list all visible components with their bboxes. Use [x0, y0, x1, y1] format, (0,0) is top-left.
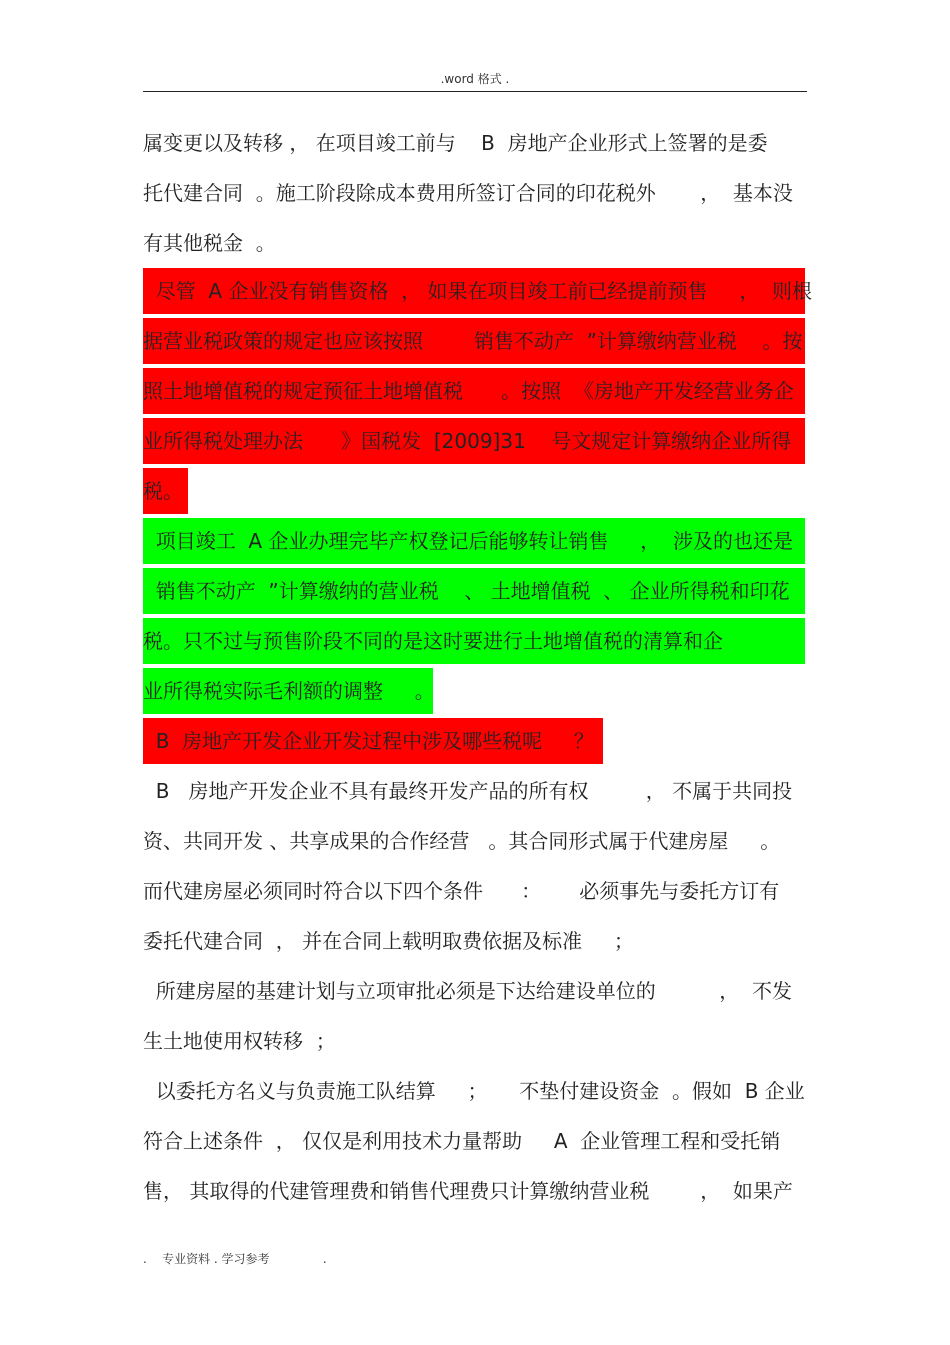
- text-line: 符合上述条件 ， 仅仅是利用技术力量帮助 A 企业管理工程和受托销: [143, 1129, 781, 1153]
- highlighted-line-green: 销售不动产 ”计算缴纳的营业税 、 土地增值税 、 企业所得税和印花: [143, 568, 805, 614]
- text-line: 生土地使用权转移 ；: [143, 1029, 336, 1053]
- text-line: 所建房屋的基建计划与立项审批必须是下达给建设单位的 ， 不发: [143, 979, 793, 1003]
- highlighted-line-green: 税。只不过与预售阶段不同的是这时要进行土地增值税的清算和企: [143, 618, 805, 664]
- highlighted-line-red: 业所得税处理办法 》国税发 [2009]31 号文规定计算缴纳企业所得: [143, 418, 805, 464]
- page-footer: . 专业资料 . 学习参考 .: [143, 1252, 327, 1266]
- highlighted-line-green: 项目竣工 A 企业办理完毕产权登记后能够转让销售 ， 涉及的也还是: [143, 518, 805, 564]
- page-header: .word 格式 .: [440, 72, 510, 86]
- text-line: 而代建房屋必须同时符合以下四个条件 ： 必须事先与委托方订有: [143, 879, 780, 903]
- highlighted-line-red: 照土地增值税的规定预征土地增值税 。按照 《房地产开发经营业务企: [143, 368, 805, 414]
- text-line: 以委托方名义与负责施工队结算 ； 不垫付建设资金 。假如 B 企业: [143, 1079, 805, 1103]
- text-line: 资、共同开发 、共享成果的合作经营 。其合同形式属于代建房屋 。: [143, 829, 781, 853]
- highlighted-line-green: 业所得税实际毛利额的调整 。: [143, 668, 433, 714]
- header-rule: [143, 91, 807, 92]
- highlighted-line-red: 税。: [143, 468, 188, 514]
- text-line: 售， 其取得的代建管理费和销售代理费只计算缴纳营业税 ， 如果产: [143, 1179, 793, 1203]
- text-line: 委托代建合同 ， 并在合同上载明取费依据及标准 ；: [143, 929, 634, 953]
- text-line: 属变更以及转移 ， 在项目竣工前与 B 房地产企业形式上签署的是委: [143, 131, 768, 155]
- highlighted-question-red: B 房地产开发企业开发过程中涉及哪些税呢 ？: [143, 718, 603, 764]
- text-line: 托代建合同 。施工阶段除成本费用所签订合同的印花税外 ， 基本没: [143, 181, 793, 205]
- highlighted-line-red: 据营业税政策的规定也应该按照 销售不动产 ”计算缴纳营业税 。按: [143, 318, 805, 364]
- text-line: 有其他税金 。: [143, 231, 276, 255]
- text-line: B 房地产开发企业不具有最终开发产品的所有权 ， 不属于共同投: [143, 779, 793, 803]
- highlighted-line-red: 尽管 A 企业没有销售资格 ， 如果在项目竣工前已经提前预售 ， 则根: [143, 268, 805, 314]
